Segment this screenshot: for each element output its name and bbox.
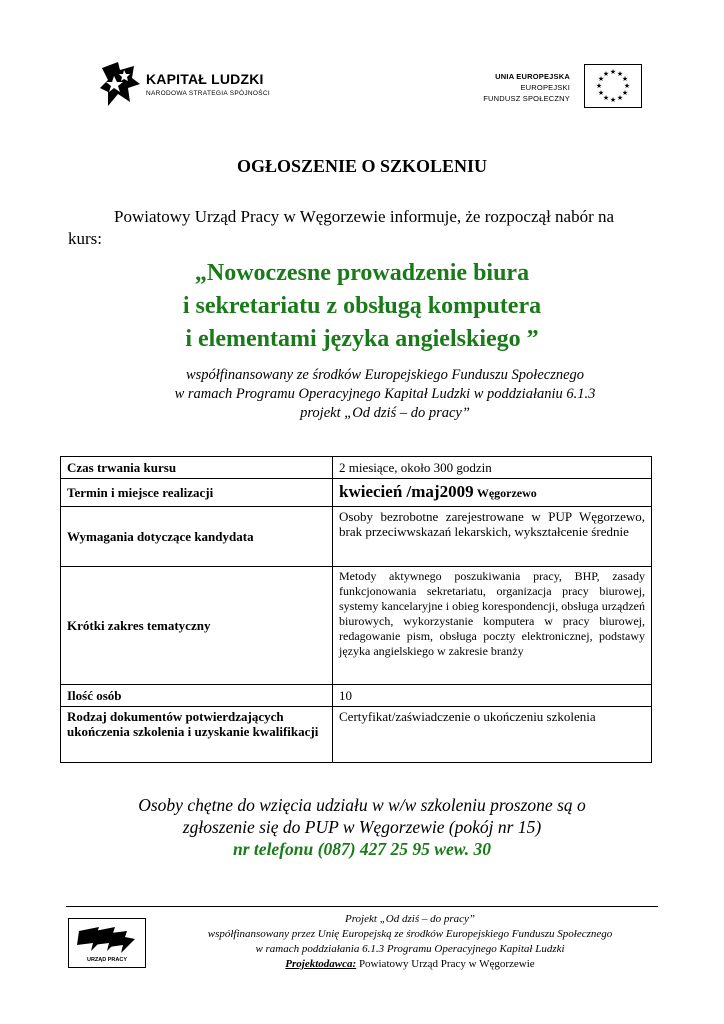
scope-label: Krótki zakres tematyczny <box>61 567 333 685</box>
requirements-label: Wymagania dotyczące kandydata <box>61 507 333 567</box>
svg-text:★: ★ <box>595 82 603 90</box>
documents-value: Certyfikat/zaświadczenie o ukończeniu szkolenia <box>333 707 652 763</box>
duration-value: 2 miesiące, około 300 godzin <box>333 457 652 479</box>
svg-text:★: ★ <box>602 94 610 102</box>
svg-text:★: ★ <box>609 68 617 76</box>
cofinancing-note <box>0 366 724 423</box>
kapital-ludzki-title: KAPITAŁ LUDZKI <box>146 71 264 87</box>
table-row-requirements <box>61 507 652 567</box>
svg-text:★: ★ <box>597 75 605 83</box>
footer-divider <box>66 906 658 907</box>
urzad-pracy-label: URZĄD PRACY <box>86 957 128 963</box>
cofinancing-line-3: projekt „Od dziś – do pracy” <box>300 405 470 421</box>
count-label: Ilość osób <box>61 685 333 707</box>
footer-applicant-label: Projektodawca: <box>285 958 357 970</box>
eu-logo-line2: EUROPEJSKI <box>520 83 570 92</box>
svg-text:★: ★ <box>623 82 631 90</box>
svg-text:★: ★ <box>609 96 617 104</box>
course-line-2: i sekretariatu z obsługą komputera <box>182 293 542 319</box>
table-row-scope <box>61 567 652 685</box>
footer-applicant-value: Powiatowy Urząd Pracy w Węgorzewie <box>356 958 535 970</box>
cofinancing-line-1: współfinansowany ze środków Europejskiego Funduszu Społecznego <box>185 367 585 383</box>
intro-sentence: Powiatowy Urząd Pracy w Węgorzewie informuje, że rozpoczął nabór na kurs: <box>68 207 615 248</box>
eu-logo-text <box>483 71 570 104</box>
footer-line-2: współfinansowany przez Unię Europejską ze środków Europejskiego Funduszu Społecznego <box>207 928 613 940</box>
requirements-value: Osoby bezrobotne zarejestrowane w PUP Węgorzewo, brak przeciwwskazań lekarskich, wykształcenie średnie <box>333 507 652 567</box>
cta-line-1: Osoby chętne do wzięcia udziału w w/w szkoleniu proszone są o <box>138 795 586 815</box>
svg-text:★: ★ <box>621 75 629 83</box>
eu-logo <box>482 64 642 110</box>
svg-text:★: ★ <box>616 94 624 102</box>
duration-label: Czas trwania kursu <box>61 457 333 479</box>
eu-logo-line3: FUNDUSZ SPOŁECZNY <box>483 94 570 103</box>
urzad-pracy-arrows-icon <box>69 921 145 961</box>
course-line-3: i elementami języka angielskiego ” <box>185 326 539 352</box>
footer-line-3: w ramach poddziałania 6.1.3 Programu Operacyjnego Kapitał Ludzki <box>255 943 565 955</box>
term-date: kwiecień /maj2009 <box>339 482 474 501</box>
documents-label: Rodzaj dokumentów potwierdzających ukończenia szkolenia i uzyskanie kwalifikacji <box>61 707 333 763</box>
page-title: OGŁOSZENIE O SZKOLENIU <box>236 156 488 176</box>
term-place: Węgorzewo <box>476 486 537 500</box>
eu-logo-line1: UNIA EUROPEJSKA <box>495 72 570 81</box>
kapital-ludzki-subtitle: NARODOWA STRATEGIA SPÓJNOŚCI <box>146 90 270 97</box>
cta-phone: nr telefonu (087) 427 25 95 wew. 30 <box>233 839 491 859</box>
course-line-1: „Nowoczesne prowadzenie biura <box>194 260 530 286</box>
table-row-documents <box>61 707 652 763</box>
term-value <box>333 479 652 507</box>
term-label: Termin i miejsce realizacji <box>61 479 333 507</box>
svg-text:★: ★ <box>597 89 605 97</box>
table-row-duration <box>61 457 652 479</box>
table-row-count <box>61 685 652 707</box>
kapital-ludzki-logo <box>98 58 278 112</box>
footer-line-1: Projekt „Od dziś – do pracy” <box>344 913 476 925</box>
scope-value: Metody aktywnego poszukiwania pracy, BHP, zasady funkcjonowania sekretariatu, organizacja pracy biurowej, systemy kancelaryjne i obieg korespondencji, obsługa urządzeń biurowych, wykorzystanie komputera w pracy biurowej, redagowanie pism, obsługa poczty elektronicznej, podstawy języka angielskiego w zakresie branży <box>333 567 652 685</box>
cofinancing-line-2: w ramach Programu Operacyjnego Kapitał Ludzki w poddziałaniu 6.1.3 <box>174 386 596 402</box>
cta-line-2: zgłoszenie się do PUP w Węgorzewie (pokój nr 15) <box>182 817 542 837</box>
footer-line-4 <box>150 957 670 972</box>
course-name <box>0 257 724 356</box>
call-to-action <box>0 794 724 860</box>
svg-text:★: ★ <box>621 89 629 97</box>
svg-text:★: ★ <box>602 70 610 78</box>
count-value: 10 <box>333 685 652 707</box>
kapital-ludzki-emblem-icon <box>98 58 142 112</box>
svg-text:★: ★ <box>616 70 624 78</box>
table-row-term <box>61 479 652 507</box>
urzad-pracy-logo <box>68 918 146 968</box>
footer-text <box>150 912 670 972</box>
course-info-table <box>60 456 652 763</box>
intro-text <box>68 206 628 250</box>
eu-flag-icon <box>584 64 642 108</box>
